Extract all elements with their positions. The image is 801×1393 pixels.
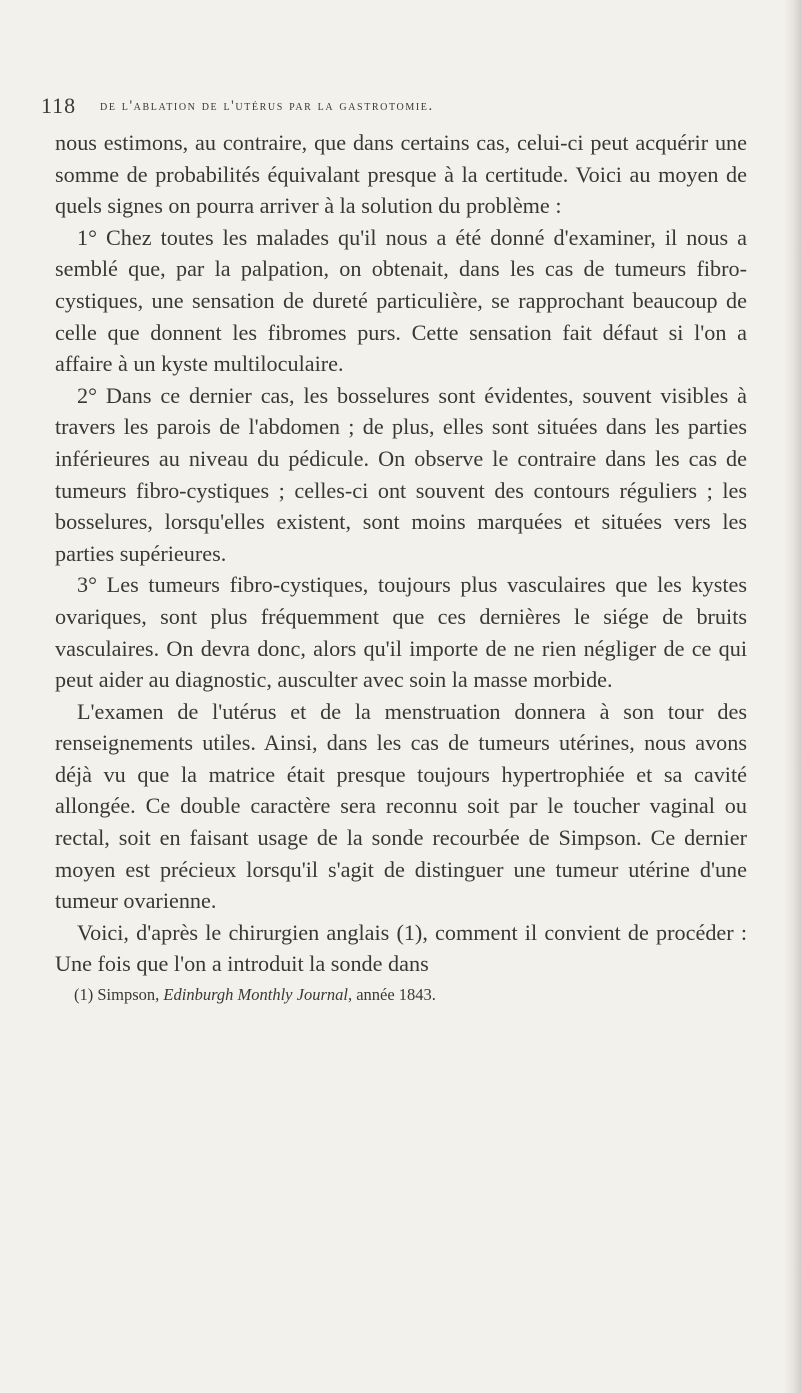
paragraph-continuation: nous estimons, au contraire, que dans certains cas, celui-ci peut acquérir une somme de probabilités équivalant presque à la certitude. Voici au moyen de quels signes on pourra arriver à la solution du problème :: [55, 130, 747, 219]
footnote-author: Simpson,: [97, 985, 160, 1005]
paragraph-bosselures: 2° Dans ce dernier cas, les bosselures sont évidentes, souvent visibles à travers les parois de l'abdomen ; de plus, elles sont situées dans les parties inférieures au niveau du pédicule. On observe le contraire dans les cas de tumeurs fibro-cystiques ; celles-ci ont souvent des contours réguliers ; les bosselures, lorsqu'elles existent, sont moins marquées et situées vers les parties supérieures.: [55, 382, 747, 566]
footnote-journal: Edinburgh Monthly Journal,: [163, 985, 353, 1005]
page-number: 118: [41, 93, 77, 118]
body-text: [55, 127, 747, 980]
paragraph-procedure: Voici, d'après le chirurgien anglais (1), comment il convient de procéder : Une fois que l'on a introduit la sonde dans: [55, 919, 747, 977]
footnote-marker: (1): [74, 985, 94, 1005]
running-title: de l'ablation de l'utérus par la gastrotomie.: [100, 98, 434, 114]
book-page: [41, 93, 747, 1006]
footnote-year: année 1843.: [356, 985, 436, 1005]
paragraph-palpation: 1° Chez toutes les malades qu'il nous a été donné d'examiner, il nous a semblé que, par la palpation, on obtenait, dans les cas de tumeurs fibro-cystiques, une sensation de dureté particulière, se rapprochant beaucoup de celle que donnent les fibromes purs. Cette sensation fait défaut si l'on a affaire à un kyste multiloculaire.: [55, 224, 747, 377]
paragraph-vascular-sounds: 3° Les tumeurs fibro-cystiques, toujours plus vasculaires que les kystes ovariques, sont plus fréquemment que ces dernières le siége de bruits vasculaires. On devra donc, alors qu'il importe de ne rien négliger de ce qui peut aider au diagnostic, ausculter avec soin la masse morbide.: [55, 572, 747, 693]
running-head: [41, 93, 747, 119]
paragraph-uterus-exam: L'examen de l'utérus et de la menstruation donnera à son tour des renseignements utiles. Ainsi, dans les cas de tumeurs utérines, nous avons déjà vu que la matrice était presque toujours hypertrophiée et sa cavité allongée. Ce double caractère sera reconnu soit par le toucher vaginal ou rectal, soit en faisant usage de la sonde recourbée de Simpson. Ce dernier moyen est précieux lorsqu'il s'agit de distinguer une tumeur utérine d'une tumeur ovarienne.: [55, 698, 747, 914]
page-edge-shadow: [783, 0, 801, 1393]
footnote: [55, 984, 747, 1006]
